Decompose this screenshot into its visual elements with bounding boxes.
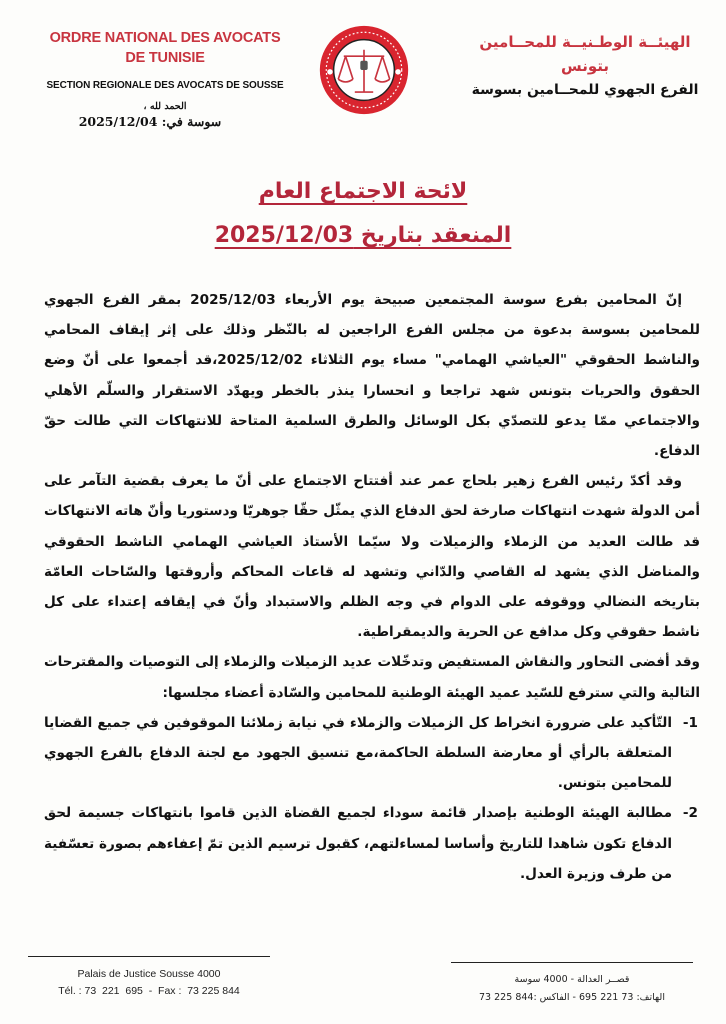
date-value: 2025/12/04	[78, 114, 158, 129]
date-label: سوسة في:	[161, 114, 222, 129]
paragraph-president-statement: وقد أكدّ رئيس الفرع زهير بلحاج عمر عند أفتتاح الاجتماع على أنّ ما يعرف بقضية التآمر على أمن الدولة شهدت انتهاكات صارخة لحق الدفاع الذي يمثّل حقّا جوهريّا ودستوريا وأنّ هاته الانتهاكات قد طالت العديد من الزملاء والزميلات ولا سيّما الأستاذ العياشي الهمامي الناشط الحقوقي والمناضل الذي يشهد له القاصي والدّاني وتشهد له قاعات المحاكم وأروقتها والسّاحات العامّة بتاريخه النضالي ووقوفه على الدوام في وجه الظلم والاستبداد وأنّ في إيقافه إعتداء على كل ناشط حقوقي وكل مدافع عن الحرية والديمقراطية.	[44, 473, 700, 641]
seal-dot	[395, 69, 401, 75]
recommendation-text: التّأكيد على ضرورة انخراط كل الزميلات والزملاء في نيابة زملائنا الموقوفين في جميع القضايا المتعلقة بالرأي أو معارضة السلطة الحاكمة،مع تنسيق الجهود مع لجنة الدفاع بالفرع الجهوي للمحامين بتونس.	[44, 714, 672, 792]
recommendation-number: 2-	[682, 805, 698, 822]
recommendation-number: 1-	[682, 714, 698, 731]
footer-french	[28, 966, 270, 1000]
letterhead-french	[20, 28, 310, 129]
footer-address-ar: قصــر العدالة - 4000 سوسة	[514, 974, 630, 985]
footer-phone-ar: الهاتف: 73 221 695 - الفاكس :844 225 73	[479, 992, 665, 1003]
footer-arabic	[451, 971, 693, 1007]
coat-of-arms-icon	[360, 61, 367, 70]
document-date	[20, 114, 310, 129]
recommendation-text: مطالبة الهيئة الوطنية بإصدار قائمة سوداء لجميع القضاة الذين قاموا بانتهاكات جسيمة لحق الدفاع تكون شاهدا للتاريخ وأساسا لمساءلتهم، كقبول ترسيم الذين تمّ إعفاءهم بصورة تعسّفية من طرف وزيرة العدل.	[44, 805, 672, 882]
seal-dot	[327, 69, 333, 75]
org-name-ar-line1: الهيئــة الوطـنيــة للمحــامين	[479, 33, 691, 51]
org-name-ar-line2: بتونس	[561, 57, 609, 75]
footer-phone-fr: Tél. : 73 221 695 - Fax : 73 225 844	[58, 985, 240, 997]
letterhead-arabic	[460, 30, 710, 102]
footer-divider-right	[451, 962, 693, 963]
seal-logo-icon	[318, 24, 410, 116]
recommendation-item	[44, 708, 700, 799]
footer-divider-left	[28, 956, 270, 957]
org-name-fr-line2: DE TUNISIE	[125, 50, 205, 66]
praise-line: الحمد لله ،	[143, 101, 187, 112]
paragraph-recommendations-intro: وقد أفضى التحاور والنقاش المستفيض وتدخّلات عديد الزميلات والزملاء إلى التوصيات والمقترحات التالية والتي سترفع للسّيد عميد الهيئة الوطنية للمحامين والسّادة أعضاء مجلسها:	[44, 654, 700, 701]
section-name-fr: SECTION REGIONALE DES AVOCATS DE SOUSSE	[46, 80, 284, 91]
title-line-1: لائحة الاجتماع العام	[258, 179, 468, 204]
document-title	[0, 170, 726, 258]
recommendation-item	[44, 798, 700, 889]
paragraph-intro: إنّ المحامين بفرع سوسة المجتمعين صبيحة يوم الأربعاء 2025/12/03 بمقر الفرع الجهوي للمحامين بسوسة بدعوة من مجلس الفرع الراجعين له بالنّظر وذلك على إثر إيقاف المحامي والناشط الحقوقي "العياشي الهمامي" مساء يوم الثلاثاء 2025/12/02،قد أجمعوا على أنّ وضع الحقوق والحريات بتونس شهد تراجعا و انحسارا ينذر بالخطر ويهدّد الاستقرار والسلّم الأهلي والاجتماعي ممّا يدعو للتصدّي بكل الوسائل والطرق السلمية المتاحة للانتهاكات التي طالت حقّ الدفاع.	[44, 292, 700, 460]
footer-address-fr: Palais de Justice Sousse 4000	[77, 968, 221, 980]
org-name-fr-line1: ORDRE NATIONAL DES AVOCATS	[49, 30, 281, 46]
branch-name-ar: الفرع الجهوي للمحــامين بسوسة	[471, 82, 699, 98]
recommendations-list	[44, 708, 700, 889]
title-line-2: المنعقد بتاريخ 2025/12/03	[214, 223, 512, 248]
document-body	[44, 285, 700, 889]
